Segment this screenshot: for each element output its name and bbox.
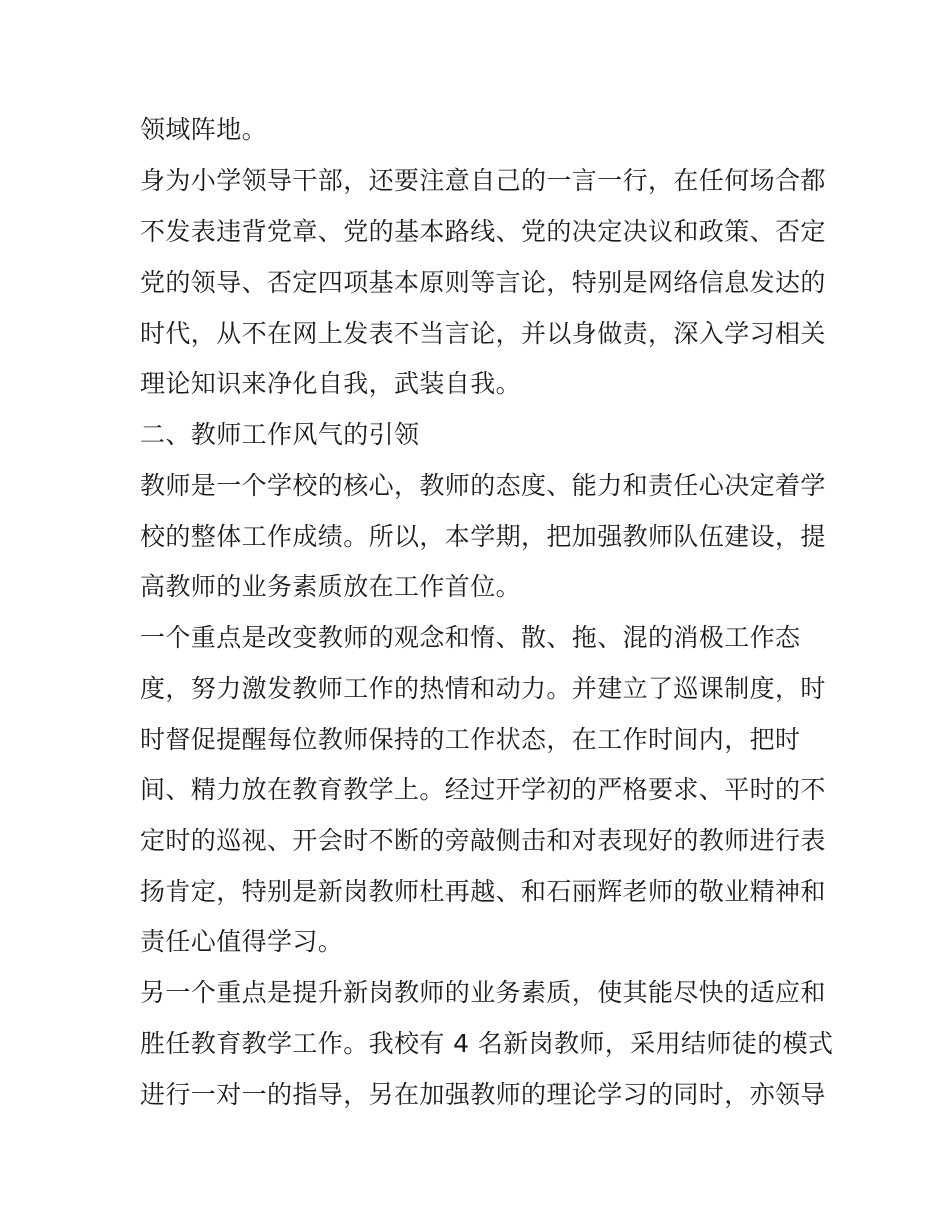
text-line: 进行一对一的指导，另在加强教师的理论学习的同时，亦领导 [140,1080,826,1109]
text-line: 定时的巡视、开会时不断的旁敲侧击和对表现好的教师进行表 [140,826,826,855]
text-line: 时代，从不在网上发表不当言论，并以身做责，深入学习相关 [140,319,826,348]
text-line: 党的领导、否定四项基本原则等言论，特别是网络信息发达的 [140,268,826,297]
text-line: 校的整体工作成绩。所以，本学期，把加强教师队伍建设，提 [140,522,826,551]
text-line: 度，努力激发教师工作的热情和动力。并建立了巡课制度，时 [140,674,826,703]
text-line: 间、精力放在教育教学上。经过开学初的严格要求、平时的不 [140,775,826,804]
section-heading: 二、教师工作风气的引领 [140,420,420,449]
text-line: 胜任教育教学工作。我校有 4 名新岗教师，采用结师徒的模式 [140,1029,834,1058]
text-line: 领域阵地。 [140,115,268,144]
text-line: 时督促提醒每位教师保持的工作状态，在工作时间内，把时 [140,725,801,754]
text-line: 教师是一个学校的核心，教师的态度、能力和责任心决定着学 [140,471,826,500]
text-line: 不发表违背党章、党的基本路线、党的决定决议和政策、否定 [140,217,826,246]
text-line: 扬肯定，特别是新岗教师杜再越、和石丽辉老师的敬业精神和 [140,877,826,906]
text-line: 责任心值得学习。 [140,927,344,956]
text-line: 另一个重点是提升新岗教师的业务素质，使其能尽快的适应和 [140,978,826,1007]
text-line: 身为小学领导干部，还要注意自己的一言一行，在任何场合都 [140,166,826,195]
text-line: 高教师的业务素质放在工作首位。 [140,572,522,601]
text-line: 理论知识来净化自我，武装自我。 [140,369,522,398]
text-line: 一个重点是改变教师的观念和惰、散、拖、混的消极工作态 [140,623,801,652]
